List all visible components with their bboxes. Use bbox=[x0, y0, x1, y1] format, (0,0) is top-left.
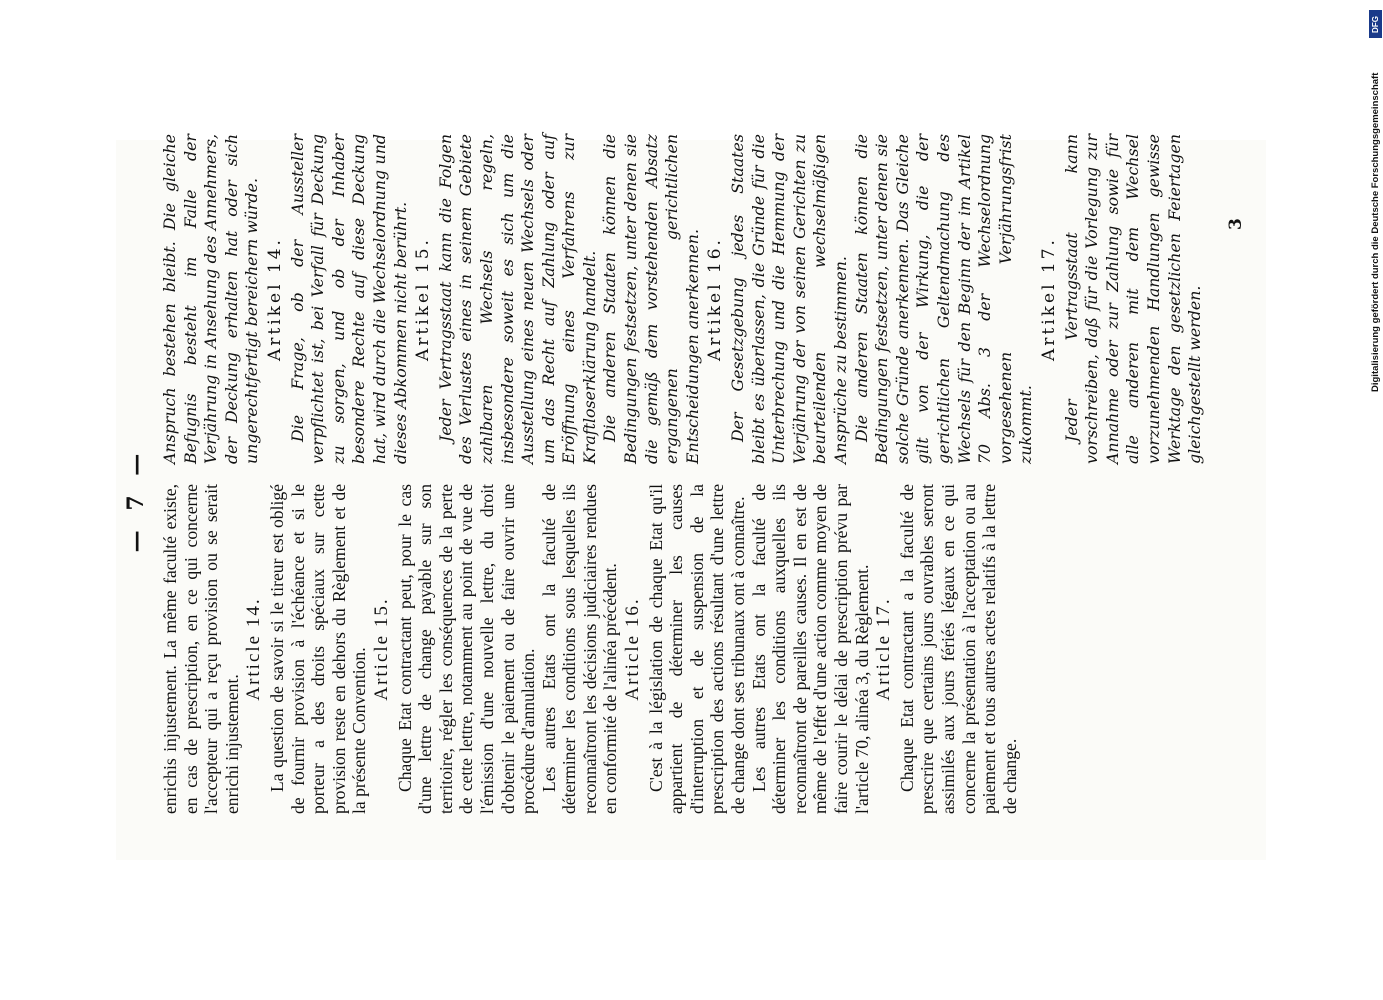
french-article-16-text-1: C'est à la législation de chaque Etat qu'il appartient de déterminer les causes d'interruption et de suspension de la prescription des actions résultant d'une lettre de change dont ses tribunaux ont à connaître. bbox=[645, 484, 749, 814]
german-article-17-title: Artikel 17. bbox=[1038, 237, 1059, 361]
german-article-14-title: Artikel 14. bbox=[264, 237, 285, 361]
french-article-16-title: Article 16. bbox=[622, 597, 644, 701]
french-article-16-text-2: Les autres Etats ont la faculté de déterminer les conditions auxquelles ils reconnaîtront de pareilles causes. Il en est de même de l'effet d'une action comme moyen de faire courir le délai de prescription prévu par l'article 70, alinéa 3, du Règlement. bbox=[748, 484, 872, 814]
dfg-logo-text: DFG bbox=[1371, 15, 1381, 33]
german-article-15-text-2: Die anderen Staaten können die Bedingungen festsetzen, unter denen sie die gemäß dem vorstehenden Absatz ergangenen gerichtlichen Entscheidungen anerkennen. bbox=[600, 134, 702, 464]
german-column bbox=[160, 134, 1206, 464]
funding-note: Digitalisierung gefördert durch die Deutsche Forschungsgemeinschaft bbox=[1370, 72, 1381, 392]
french-article-17-text: Chaque Etat contractant a la faculté de prescrire que certains jours ouvrables seront assimilés aux jours fériés légaux en ce qui concerne la présentation à l'acceptation ou au paiement et tous autres actes relatifs à la lettre de change. bbox=[896, 484, 1020, 814]
french-article-15-text-1: Chaque Etat contractant peut, pour le cas d'une lettre de change payable sur son territoire, régler les conséquences de la perte de cette lettre, notamment au point de vue de l'émission d'une nouvelle lettre, du droit d'obtenir le paiement ou de faire ouvrir une procédure d'annulation. bbox=[394, 484, 539, 814]
dfg-logo bbox=[1369, 10, 1382, 38]
german-article-16-text-2: Die anderen Staaten können die Bedingungen festsetzen, unter denen sie solche Gründe anerkennen. Das Gleiche gilt von der Wirkung, die der gerichtlichen Geltendmachung des Wechsels für den Beginn der im Artikel 70 Abs. 3 der Wechselordnung vorgesehenen Verjährungsfrist zukommt. bbox=[851, 134, 1036, 464]
german-article-15-text-1: Jeder Vertragsstaat kann die Folgen des Verlustes eines in seinem Gebiete zahlbaren Wechsels regeln, insbesondere soweit es sich um die Ausstellung eines neuen Wechsels oder um das Recht auf Zahlung oder auf Eröffnung eines Verfahrens zur Kraftloserklärung handelt. bbox=[435, 134, 599, 464]
french-article-15-text-2: Les autres Etats ont la faculté de déterminer les conditions sous lesquelles ils reconnaîtront les décisions judiciaires rendues en conformité de l'alinéa précédent. bbox=[538, 484, 621, 814]
german-intro: Anspruch bestehen bleibt. Die gleiche Befugnis besteht im Falle der Verjährung in Ansehung des Annehmers, der Deckung erhalten hat oder sich ungerechtfertigt bereichern würde. bbox=[160, 134, 262, 464]
french-article-15-title: Article 15. bbox=[370, 597, 392, 701]
french-article-17-title: Article 17. bbox=[873, 597, 895, 701]
german-article-15-title: Artikel 15. bbox=[413, 237, 434, 361]
page-header: — 7 — bbox=[123, 447, 149, 553]
page-number: 3 bbox=[1226, 218, 1246, 230]
german-article-16-text-1: Der Gesetzgebung jedes Staates bleibt es überlassen, die Gründe für die Unterbrechung und die Hemmung der Verjährung der von seinen Gerichten zu beurteilenden wechselmäßigen Ansprüche zu bestimmen. bbox=[728, 134, 850, 464]
german-article-16-title: Artikel 16. bbox=[705, 237, 726, 361]
french-article-14-text: La question de savoir si le tireur est obligé de fournir provision à l'échéance et si le porteur a des droits spéciaux sur cette provision reste en dehors du Règlement et de la présente Convention. bbox=[266, 484, 370, 814]
french-column bbox=[160, 484, 1020, 814]
german-article-14-text: Die Frage, ob der Aussteller verpflichtet ist, bei Verfall für Deckung zu sorgen, und ob der Inhaber besondere Rechte auf diese Deckung hat, wird durch die Wechselordnung und dieses Abkommen nicht berührt. bbox=[287, 134, 410, 464]
german-article-17-text: Jeder Vertragsstaat kann vorschreiben, daß für die Vorlegung zur Annahme oder zur Zahlung sowie für alle anderen mit dem Wechsel vorzunehmenden Handlungen gewisse Werktage den gesetzlichen Feiertagen gleichgestellt werden. bbox=[1061, 134, 1205, 464]
french-article-14-title: Article 14. bbox=[243, 597, 265, 701]
rotated-document-page bbox=[116, 134, 1266, 860]
french-intro: enrichis injustement. La même faculté existe, en cas de prescription, en ce qui concerne l'accepteur qui a reçu provision ou se serait enrichi injustement. bbox=[160, 484, 242, 814]
